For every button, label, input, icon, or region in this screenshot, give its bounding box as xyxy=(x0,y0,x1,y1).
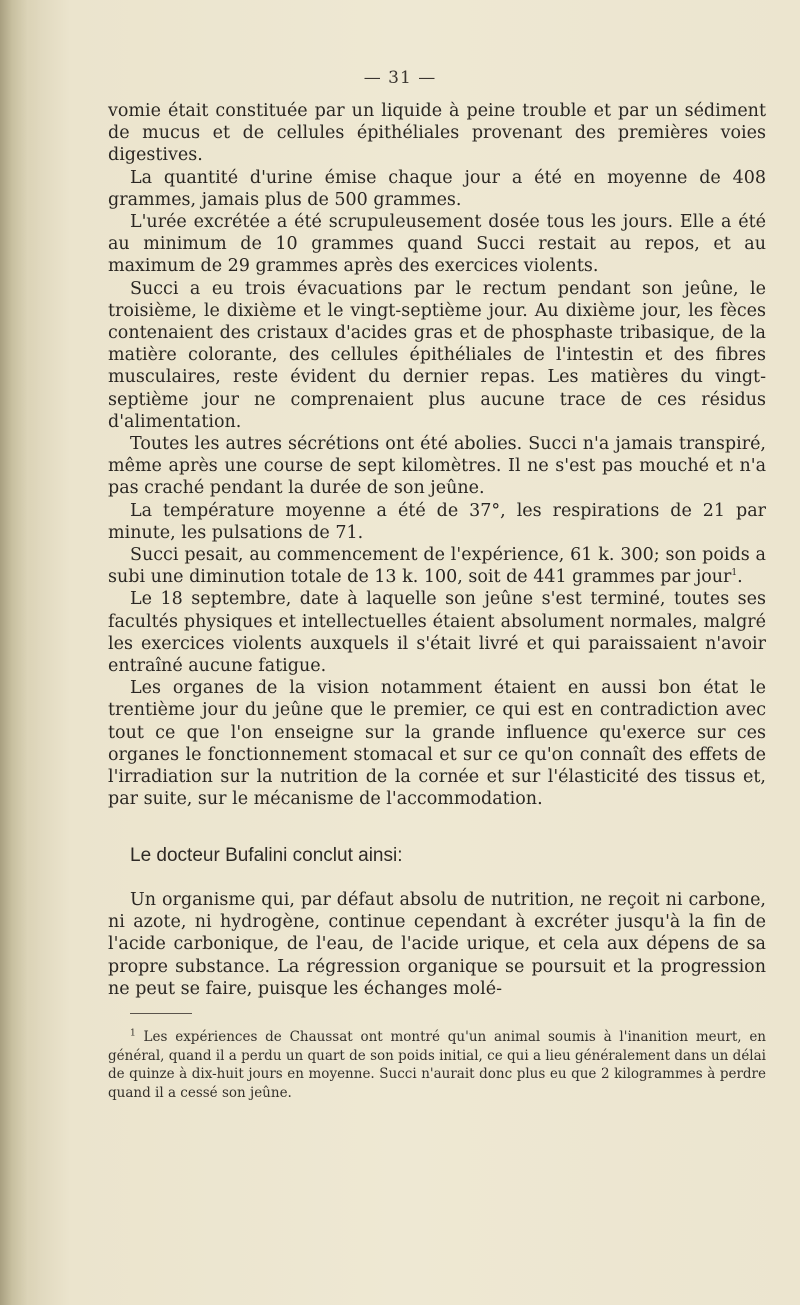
quoted-conclusion xyxy=(108,889,766,1000)
footnote-reference: 1 xyxy=(731,568,738,579)
footnote-text: Les expériences de Chaussat ont montré qu'un animal soumis à l'inanition meurt, en général, quand il a perdu un quart de son poids initial, ce qui a lieu généralement dans un délai de quinze à dix-huit jours en moyenne. Succi n'aurait donc plus eu que 2 kilogrammes à perdre quand il a cessé son jeûne. xyxy=(108,1029,766,1101)
footnote-mark: 1 xyxy=(130,1028,136,1039)
page-binding-shadow xyxy=(0,0,40,1305)
paragraph: vomie était constituée par un liquide à peine trouble et par un sédiment de mucus et de cellules épithéliales provenant des premières voies digestives. xyxy=(108,101,766,166)
section-heading: Le docteur Bufalini conclut ainsi: xyxy=(130,845,403,866)
paragraph: Le 18 septembre, date à laquelle son jeûne s'est terminé, toutes ses facultés physiques et intellectuelles étaient absolument normales, malgré les exercices violents auxquels il s'était livré et qui paraissaient n'avoir entraîné aucune fatigue. xyxy=(108,589,766,677)
paragraph: La température moyenne a été de 37°, les respirations de 21 par minute, les pulsations de 71. xyxy=(108,500,766,543)
main-text xyxy=(108,100,766,811)
page-number: — 31 — xyxy=(363,68,437,88)
paragraph: La quantité d'urine émise chaque jour a été en moyenne de 408 grammes, jamais plus de 500 grammes. xyxy=(108,167,766,210)
footnote xyxy=(108,1028,766,1102)
paragraph: Succi pesait, au commencement de l'expérience, 61 k. 300; son poids a subi une diminution totale de 13 k. 100, soit de 441 grammes par jour xyxy=(108,545,766,588)
footnote-divider xyxy=(130,1013,192,1014)
paragraph: Toutes les autres sécrétions ont été abolies. Succi n'a jamais transpiré, même après une course de sept kilomètres. Il ne s'est pas mouché et n'a pas craché pendant la durée de son jeûne. xyxy=(108,434,766,499)
paragraph: L'urée excrétée a été scrupuleusement dosée tous les jours. Elle a été au minimum de 10 grammes quand Succi restait au repos, et au maximum de 29 grammes après des exercices violents. xyxy=(108,212,766,277)
paragraph: Les organes de la vision notamment étaient en aussi bon état le trentième jour du jeûne que le premier, ce qui est en contradiction avec tout ce que l'on enseigne sur la grande influence qu'exerce sur ces organes le fonctionnement stomacal et sur ce qu'on connaît des effets de l'irradiation sur la nutrition de la cornée et sur l'élasticité des tissus et, par suite, sur le mécanisme de l'accommodation. xyxy=(108,678,766,810)
paragraph-with-footnote: Succi pesait, au commencement de l'expérience, 61 k. 300; son poids a subi une diminution totale de 13 k. 100, soit de 441 grammes par jour$^1$. xyxy=(108,545,766,588)
paragraph: Un organisme qui, par défaut absolu de nutrition, ne reçoit ni carbone, ni azote, ni hydrogène, continue cependant à excréter jusqu'à la fin de l'acide carbonique, de l'eau, de l'acide urique, et cela aux dépens de sa propre substance. La régression organique se poursuit et la progression ne peut se faire, puisque les échanges molé- xyxy=(108,890,766,999)
paragraph: Succi a eu trois évacuations par le rectum pendant son jeûne, le troisième, le dixième et le vingt-septième jour. Au dixième jour, les fèces contenaient des cristaux d'acides gras et de phosphaste tribasique, de la matière colorante, des cellules épithéliales de l'intestin et des fibres musculaires, reste évident du dernier repas. Les matières du vingt-septième jour ne comprenaient plus aucune trace de ces résidus d'alimentation. xyxy=(108,278,766,432)
